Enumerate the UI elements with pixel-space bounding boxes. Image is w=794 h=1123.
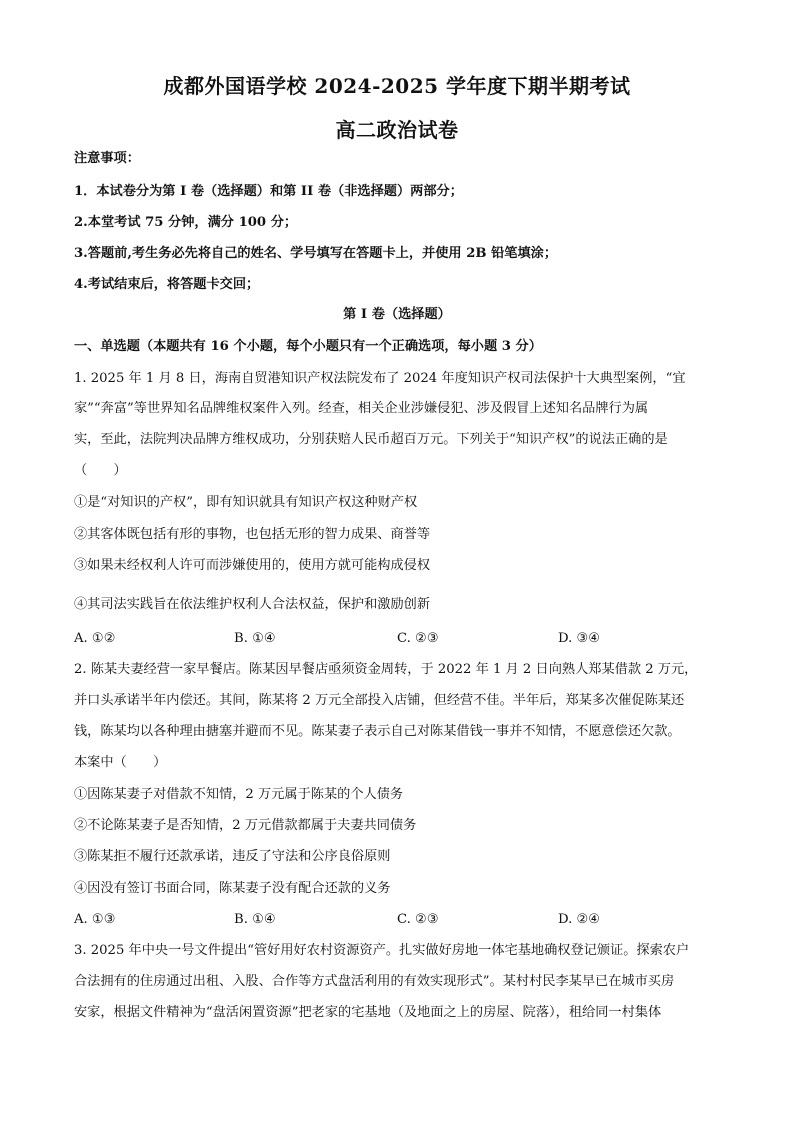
- question-2-stem-line: 本案中（ ）: [74, 755, 167, 770]
- question-1-statement: ①是“对知识的产权”，即有知识就具有知识产权这种财产权: [74, 495, 418, 510]
- question-2-statement: ③陈某拒不履行还款承诺，违反了守法和公序良俗原则: [74, 849, 391, 864]
- question-2-statement: ④因没有签订书面合同，陈某妻子没有配合还款的义务: [74, 881, 391, 896]
- option-d[interactable]: D. ③④: [558, 631, 601, 646]
- question-1-statement: ③如果未经权利人许可而涉嫌使用的，使用方就可能构成侵权: [74, 558, 431, 573]
- exam-title: 成都外国语学校 2024-2025 学年度下期半期考试: [163, 74, 631, 98]
- question-2-stem-line: 并口头承诺半年内偿还。其间，陈某将 2 万元全部投入店铺，但经营不佳。半年后，郑某多次催促陈某还: [74, 693, 685, 708]
- question-1-statement: ②其客体既包括有形的事物，也包括无形的智力成果、商誉等: [74, 527, 431, 542]
- part-title: 一、单选题（本题共有 16 个小题，每个小题只有一个正确选项，每小题 3 分）: [74, 339, 542, 354]
- option-b[interactable]: B. ①④: [234, 912, 276, 927]
- notice-item: 4.考试结束后，将答题卡交回；: [74, 277, 260, 292]
- question-2-statement: ①因陈某妻子对借款不知情，2 万元属于陈某的个人债务: [74, 787, 404, 802]
- question-1-stem-line: （ ）: [74, 463, 127, 478]
- question-1-stem-line: 1. 2025 年 1 月 8 日，海南自贸港知识产权法院发布了 2024 年度知识产权司法保护十大典型案例，“宜: [74, 371, 686, 386]
- option-c[interactable]: C. ②③: [397, 912, 439, 927]
- option-a[interactable]: A. ①②: [74, 631, 116, 646]
- option-d[interactable]: D. ②④: [558, 912, 601, 927]
- question-2-statement: ②不论陈某妻子是否知情，2 万元借款都属于夫妻共同债务: [74, 818, 417, 833]
- question-1-statement: ④其司法实践旨在依法维护权利人合法权益，保护和激励创新: [74, 597, 431, 612]
- notice-item: 3.答题前,考生务必先将自己的姓名、学号填写在答题卡上，并使用 2B 铅笔填涂；: [74, 246, 558, 261]
- notice-item: 1．本试卷分为第 I 卷（选择题）和第 II 卷（非选择题）两部分；: [74, 184, 463, 199]
- question-1-stem-line: 家”“奔富”等世界知名品牌维权案件入列。经查，相关企业涉嫌侵犯、涉及假冒上述知名品牌行为属: [74, 401, 649, 416]
- question-2-stem-line: 2. 陈某夫妻经营一家早餐店。陈某因早餐店亟须资金周转，于 2022 年 1 月 2 日向熟人郑某借款 2 万元，: [74, 662, 698, 677]
- option-a[interactable]: A. ①③: [74, 912, 116, 927]
- question-3-stem-line: 安家，根据文件精神为“盘活闲置资源”把老家的宅基地（及地面之上的房屋、院落），租给同一村集体: [74, 1005, 662, 1020]
- option-b[interactable]: B. ①④: [234, 631, 276, 646]
- option-c[interactable]: C. ②③: [397, 631, 439, 646]
- notice-heading: 注意事项：: [74, 151, 140, 166]
- exam-subtitle: 高二政治试卷: [335, 118, 459, 142]
- question-1-stem-line: 实，至此，法院判决品牌方维权成功，分别获赔人民币超百万元。下列关于“知识产权”的说法正确的是: [74, 432, 668, 447]
- notice-item: 2.本堂考试 75 分钟，满分 100 分；: [74, 215, 298, 230]
- question-2-stem-line: 钱，陈某均以各种理由搪塞并避而不见。陈某妻子表示自己对陈某借钱一事并不知情，不愿意偿还欠款。: [74, 724, 681, 739]
- question-3-stem-line: 3. 2025 年中央一号文件提出“管好用好农村资源资产。扎实做好房地一体宅基地确权登记颁证。探索农户: [74, 943, 690, 958]
- question-3-stem-line: 合法拥有的住房通过出租、入股、合作等方式盘活利用的有效实现形式”。某村村民李某早已在城市买房: [74, 974, 675, 989]
- volume-title: 第 I 卷（选择题）: [343, 307, 451, 322]
